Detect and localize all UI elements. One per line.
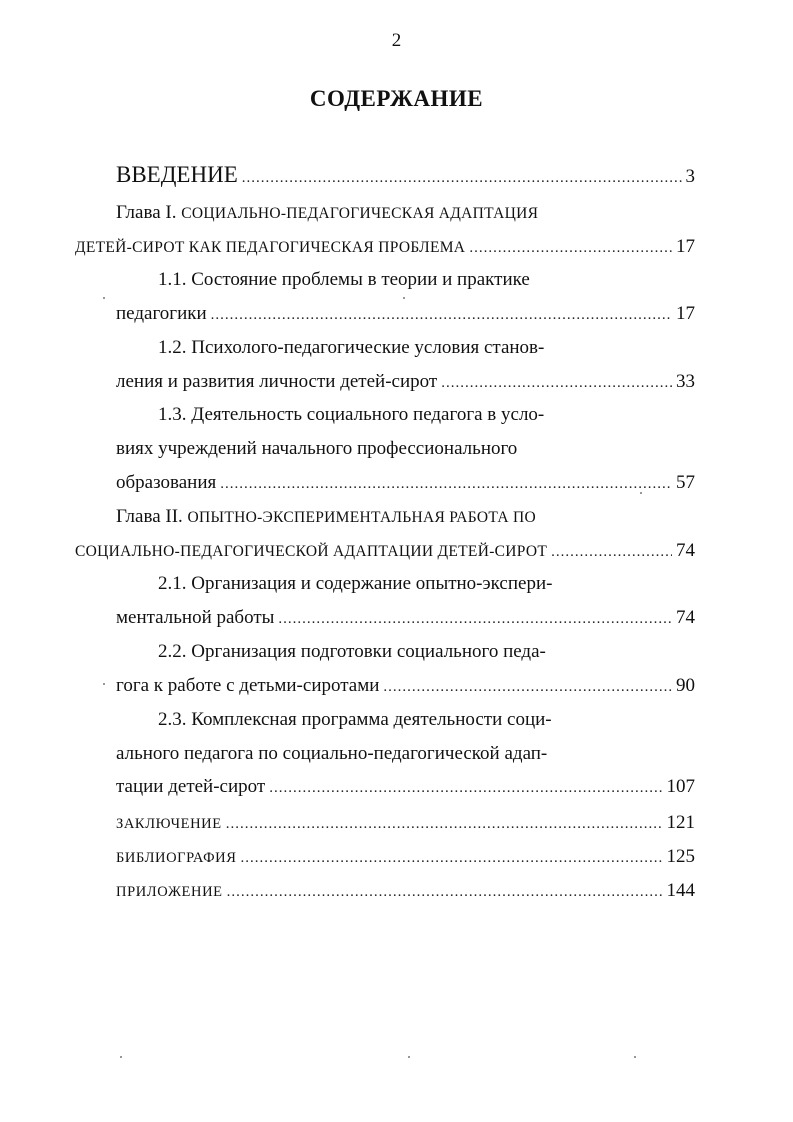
toc-entry-page: 17 <box>676 236 695 257</box>
toc-chapter2-line2[interactable] <box>75 539 695 564</box>
toc-entry-label: ПРИЛОЖЕНИЕ <box>116 884 223 900</box>
dot-leader <box>383 675 672 699</box>
toc-section-1-3-line2[interactable]: виях учреждений начального профессионального <box>116 438 518 459</box>
toc-entry-page: 144 <box>666 880 695 901</box>
dot-leader <box>242 166 682 190</box>
dot-leader <box>241 846 663 870</box>
toc-section-1-1-line1[interactable]: 1.1. Состояние проблемы в теории и практике <box>158 269 530 290</box>
section-title-line3: тации детей-сирот <box>116 776 266 797</box>
toc-section-1-3[interactable] <box>116 471 695 496</box>
toc-chapter1-line2[interactable] <box>75 235 695 260</box>
section-title-line3: образования <box>116 472 217 493</box>
toc-chapter2-heading[interactable] <box>116 505 536 530</box>
chapter-label: Глава I. <box>116 202 177 223</box>
toc-entry-page: 107 <box>666 776 695 797</box>
dot-leader <box>226 812 663 836</box>
toc-entry-label: БИБЛИОГРАФИЯ <box>116 850 237 866</box>
toc-entry-bibliography[interactable] <box>116 845 695 870</box>
scan-speck <box>103 683 105 685</box>
toc-section-1-2[interactable] <box>116 370 695 395</box>
toc-section-2-2[interactable] <box>116 674 695 699</box>
chapter-title-line1: СОЦИАЛЬНО-ПЕДАГОГИЧЕСКАЯ АДАПТАЦИЯ <box>181 205 539 222</box>
scan-speck <box>103 297 105 299</box>
dot-leader <box>278 607 672 631</box>
toc-entry-page: 121 <box>666 812 695 833</box>
scan-speck <box>408 1056 410 1058</box>
dot-leader <box>220 472 672 496</box>
toc-entry-page: 125 <box>666 846 695 867</box>
chapter-title-line2: ДЕТЕЙ-СИРОТ КАК ПЕДАГОГИЧЕСКАЯ ПРОБЛЕМА <box>75 239 466 256</box>
dot-leader <box>227 880 663 904</box>
toc-chapter1-heading[interactable] <box>116 201 538 226</box>
toc-entry-page: 90 <box>676 675 695 696</box>
toc-section-2-3-line1[interactable]: 2.3. Комплексная программа деятельности соци- <box>158 709 552 730</box>
toc-entry-page: 74 <box>676 540 695 561</box>
toc-section-2-3[interactable] <box>116 775 695 800</box>
scan-speck <box>634 1056 636 1058</box>
toc-entry-page: 3 <box>685 166 695 187</box>
toc-entry-label: ЗАКЛЮЧЕНИЕ <box>116 816 222 832</box>
toc-section-1-1[interactable] <box>116 302 695 327</box>
dot-leader <box>211 303 672 327</box>
toc-section-2-2-line1[interactable]: 2.2. Организация подготовки социального педа- <box>158 641 546 662</box>
toc-entry-appendix[interactable] <box>116 879 695 904</box>
dot-leader <box>469 236 672 260</box>
toc-section-1-3-line1[interactable]: 1.3. Деятельность социального педагога в усло- <box>158 404 545 425</box>
chapter-label: Глава II. <box>116 506 183 527</box>
section-title-line2: гога к работе с детьми-сиротами <box>116 675 380 696</box>
page-title: СОДЕРЖАНИЕ <box>309 86 484 111</box>
scan-speck <box>120 1056 122 1058</box>
page-number: 2 <box>391 30 402 51</box>
toc-entry-page: 17 <box>676 303 695 324</box>
toc-entry-page: 33 <box>676 371 695 392</box>
scan-speck <box>403 297 405 299</box>
chapter-title-line1: ОПЫТНО-ЭКСПЕРИМЕНТАЛЬНАЯ РАБОТА ПО <box>187 509 536 526</box>
scan-speck <box>640 492 642 494</box>
toc-entry-page: 57 <box>676 472 695 493</box>
chapter-title-line2: СОЦИАЛЬНО-ПЕДАГОГИЧЕСКОЙ АДАПТАЦИИ ДЕТЕЙ-СИРОТ <box>75 543 548 560</box>
toc-section-2-1[interactable] <box>116 606 695 631</box>
dot-leader <box>441 371 672 395</box>
toc-entry-label: ВВЕДЕНИЕ <box>116 162 238 187</box>
toc-section-1-2-line1[interactable]: 1.2. Психолого-педагогические условия станов- <box>158 337 545 358</box>
toc-section-2-1-line1[interactable]: 2.1. Организация и содержание опытно-экспери- <box>158 573 553 594</box>
section-title-line2: ления и развития личности детей-сирот <box>116 371 438 392</box>
toc-section-2-3-line2[interactable]: ального педагога по социально-педагогической адап- <box>116 743 548 764</box>
toc-entry-conclusion[interactable] <box>116 811 695 836</box>
toc-entry-page: 74 <box>676 607 695 628</box>
dot-leader <box>551 540 672 564</box>
section-title-line2: педагогики <box>116 303 207 324</box>
section-title-line2: ментальной работы <box>116 607 275 628</box>
toc-entry-introduction[interactable] <box>116 163 695 190</box>
dot-leader <box>269 776 662 800</box>
